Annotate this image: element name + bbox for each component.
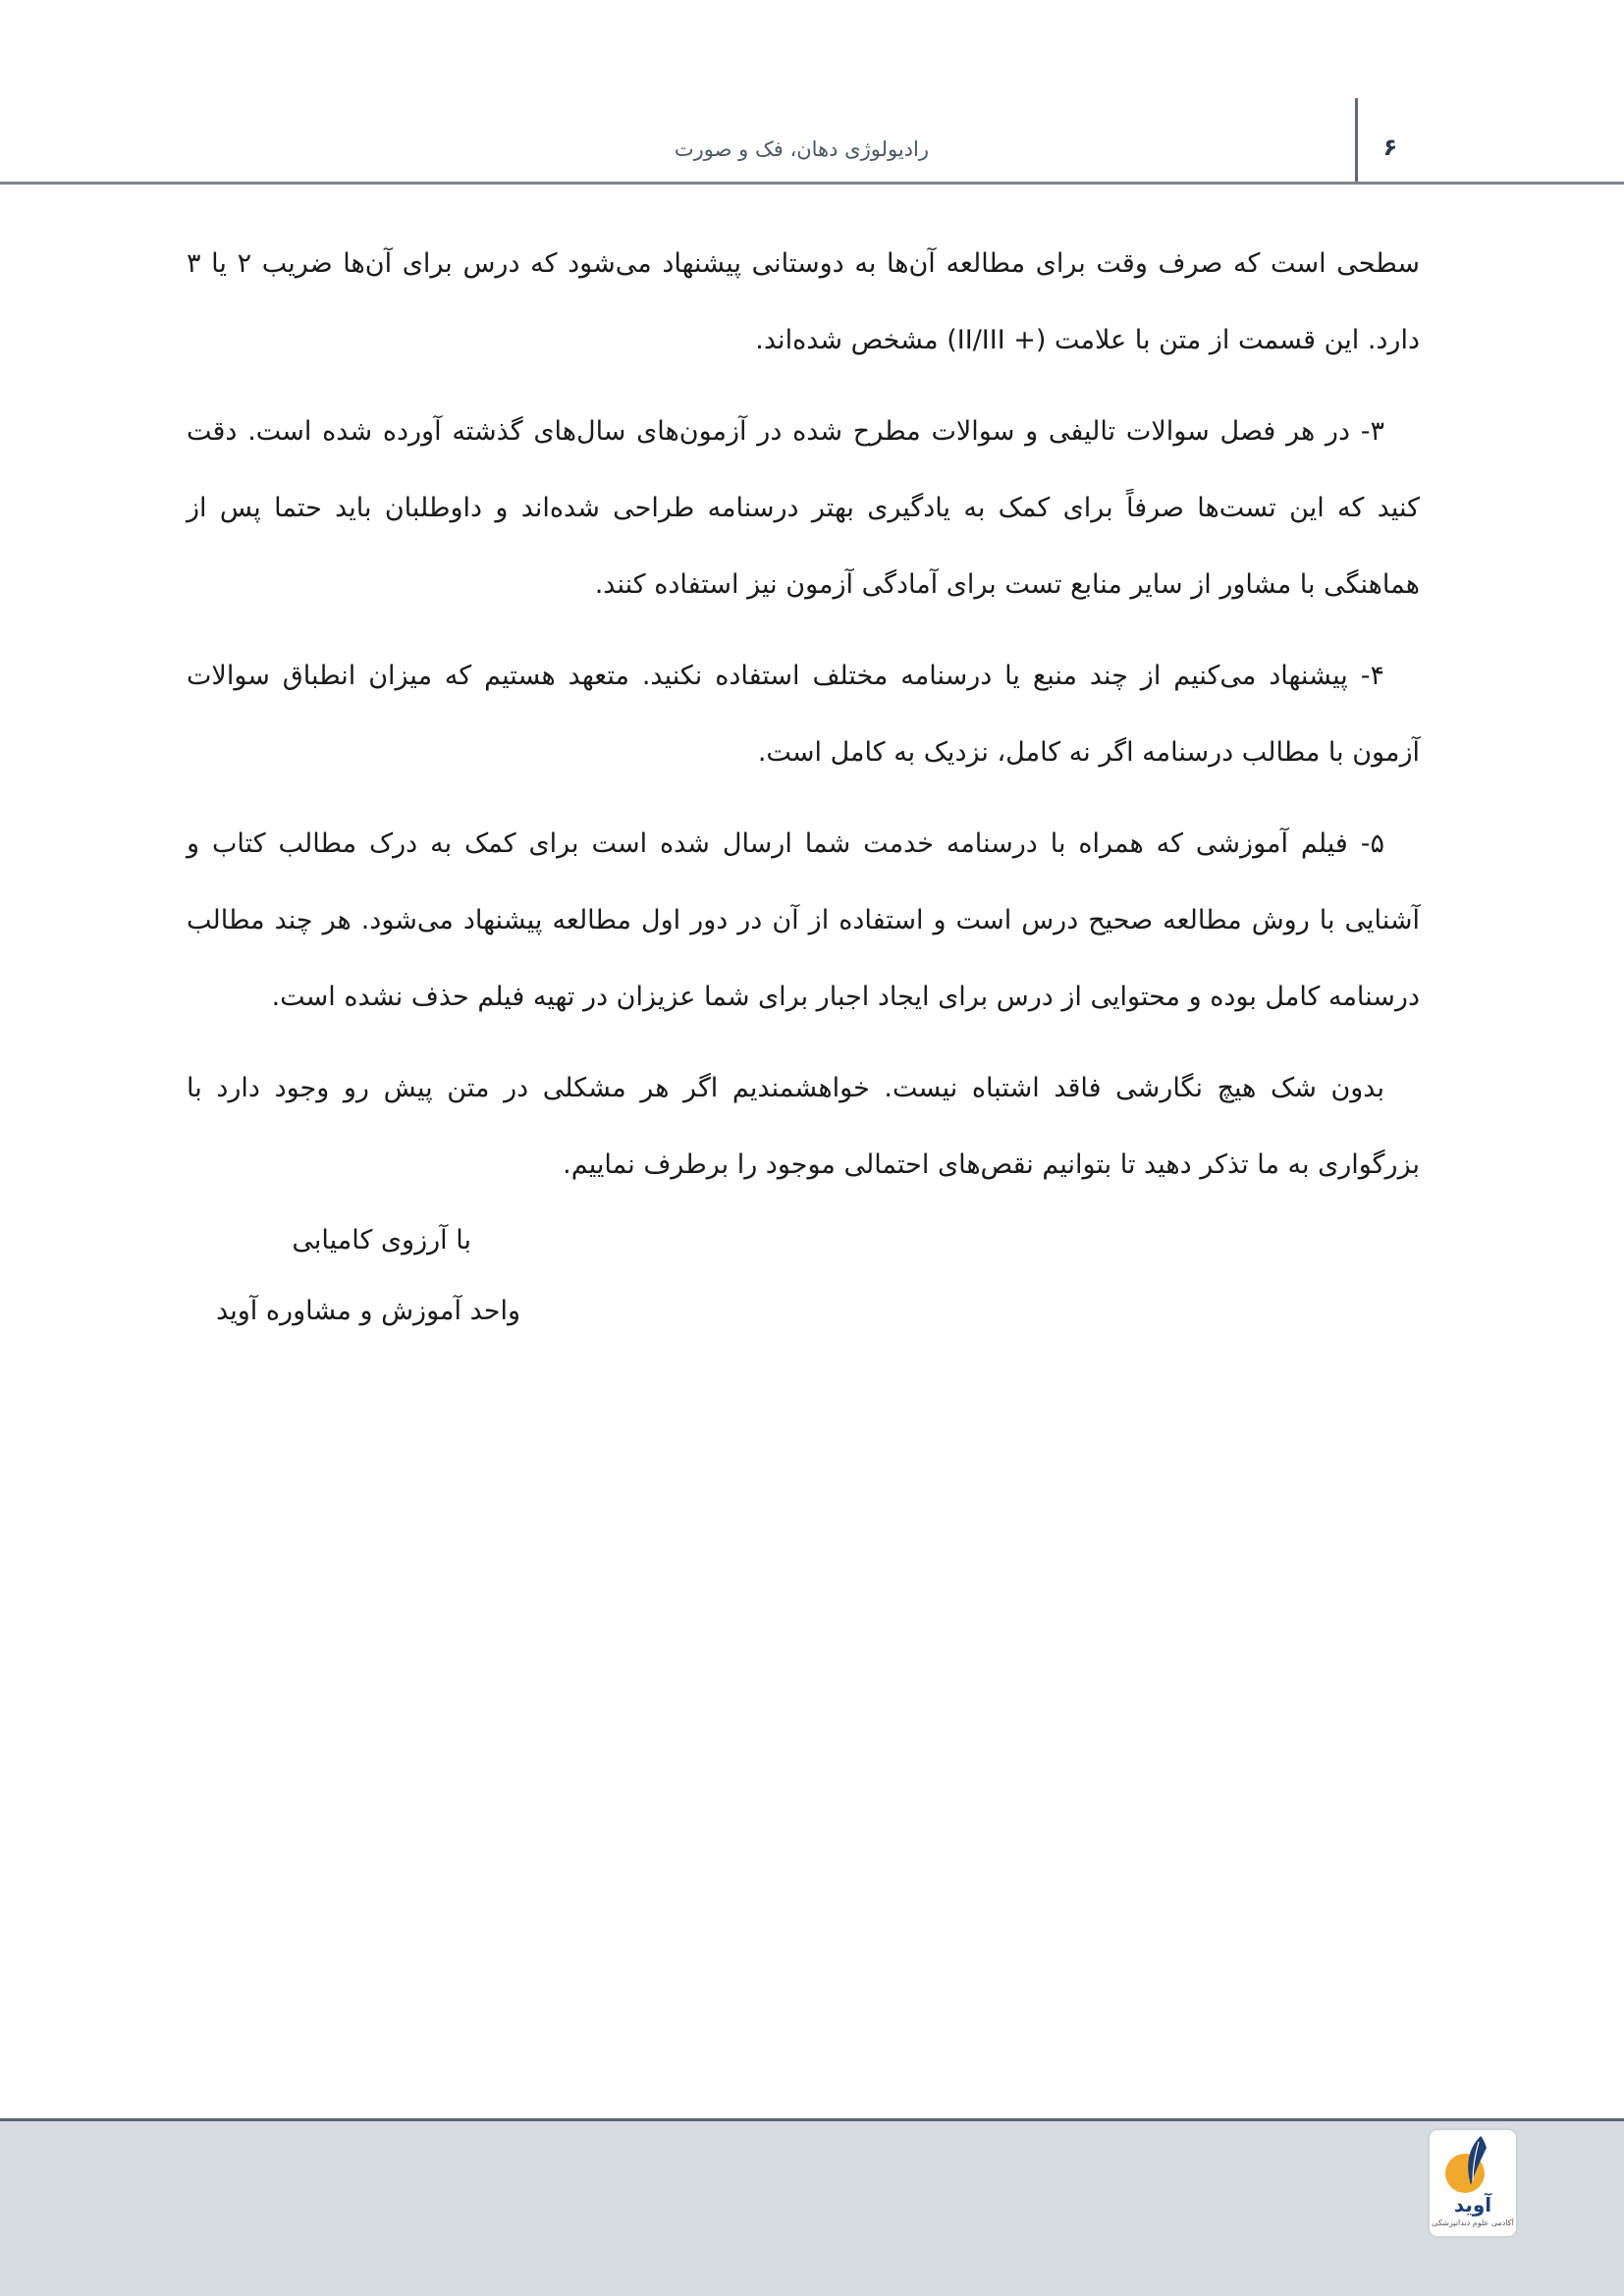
- paragraph-item-4: ۴- پیشنهاد می‌کنیم از چند منبع یا درسنامه مختلف استفاده نکنید. متعهد هستیم که میزان انطباق سوالات آزمون با مطالب درسنامه اگر نه کامل، نزدیک به کامل است.: [187, 661, 1420, 768]
- header-rule: [0, 182, 1624, 185]
- feather-logo-icon: [1430, 2130, 1516, 2199]
- footer-rule: [0, 2118, 1624, 2121]
- paragraph-item-5: ۵- فیلم آموزشی که همراه با درسنامه خدمت شما ارسال شده است برای کمک به درک مطالب کتاب و آشنایی با روش مطالعه صحیح درس است و استفاده از آن در دور اول مطالعه پیشنهاد می‌شود. هر چند مطالب درسنامه کامل بوده و محتوایی از درس برای ایجاد اجبار برای شما عزیزان در تهیه فیلم حذف نشده است.: [187, 828, 1420, 1012]
- page-body: [187, 226, 1420, 1218]
- paragraph-item-3: ۳- در هر فصل سوالات تالیفی و سوالات مطرح شده در آزمون‌های سال‌های گذشته آورده شده است. دقت کنید که این تست‌ها صرفاً برای کمک به یادگیری بهتر درسنامه طراحی شده‌اند و داوطلبان باید حتما پس از هماهنگی با مشاور از سایر منابع تست برای آمادگی آزمون نیز استفاده کنند.: [187, 416, 1420, 600]
- logo-wordmark: آوید: [1453, 2193, 1492, 2216]
- signature-block: [196, 1205, 550, 1347]
- brand-logo: [1430, 2130, 1516, 2236]
- logo-tagline: آکادمی علوم دندانپزشکی: [1432, 2218, 1514, 2227]
- page-footer: [0, 2118, 1624, 2296]
- header-divider: [1355, 98, 1358, 183]
- paragraph-closing: بدون شک هیچ نگارشی فاقد اشتباه نیست. خواهشمندیم اگر هر مشکلی در متن پیش رو وجود دارد با بزرگواری به ما تذکر دهید تا بتوانیم نقص‌های احتمالی موجود را برطرف نماییم.: [187, 1073, 1420, 1180]
- page-number: ۶: [1382, 133, 1398, 161]
- running-header-title: رادیولوژی دهان، فک و صورت: [674, 137, 929, 161]
- paragraph-continuation: سطحی است که صرف وقت برای مطالعه آن‌ها به دوستانی پیشنهاد می‌شود که درس برای آن‌ها ضریب ۲ یا ۳ دارد. این قسمت از متن با علامت (+ II/III) مشخص شده‌اند.: [187, 248, 1421, 355]
- signature-greeting: با آرزوی کامیابی: [292, 1225, 471, 1255]
- page-header: [0, 0, 1624, 187]
- signature-sender: واحد آموزش و مشاوره آوید: [216, 1296, 520, 1326]
